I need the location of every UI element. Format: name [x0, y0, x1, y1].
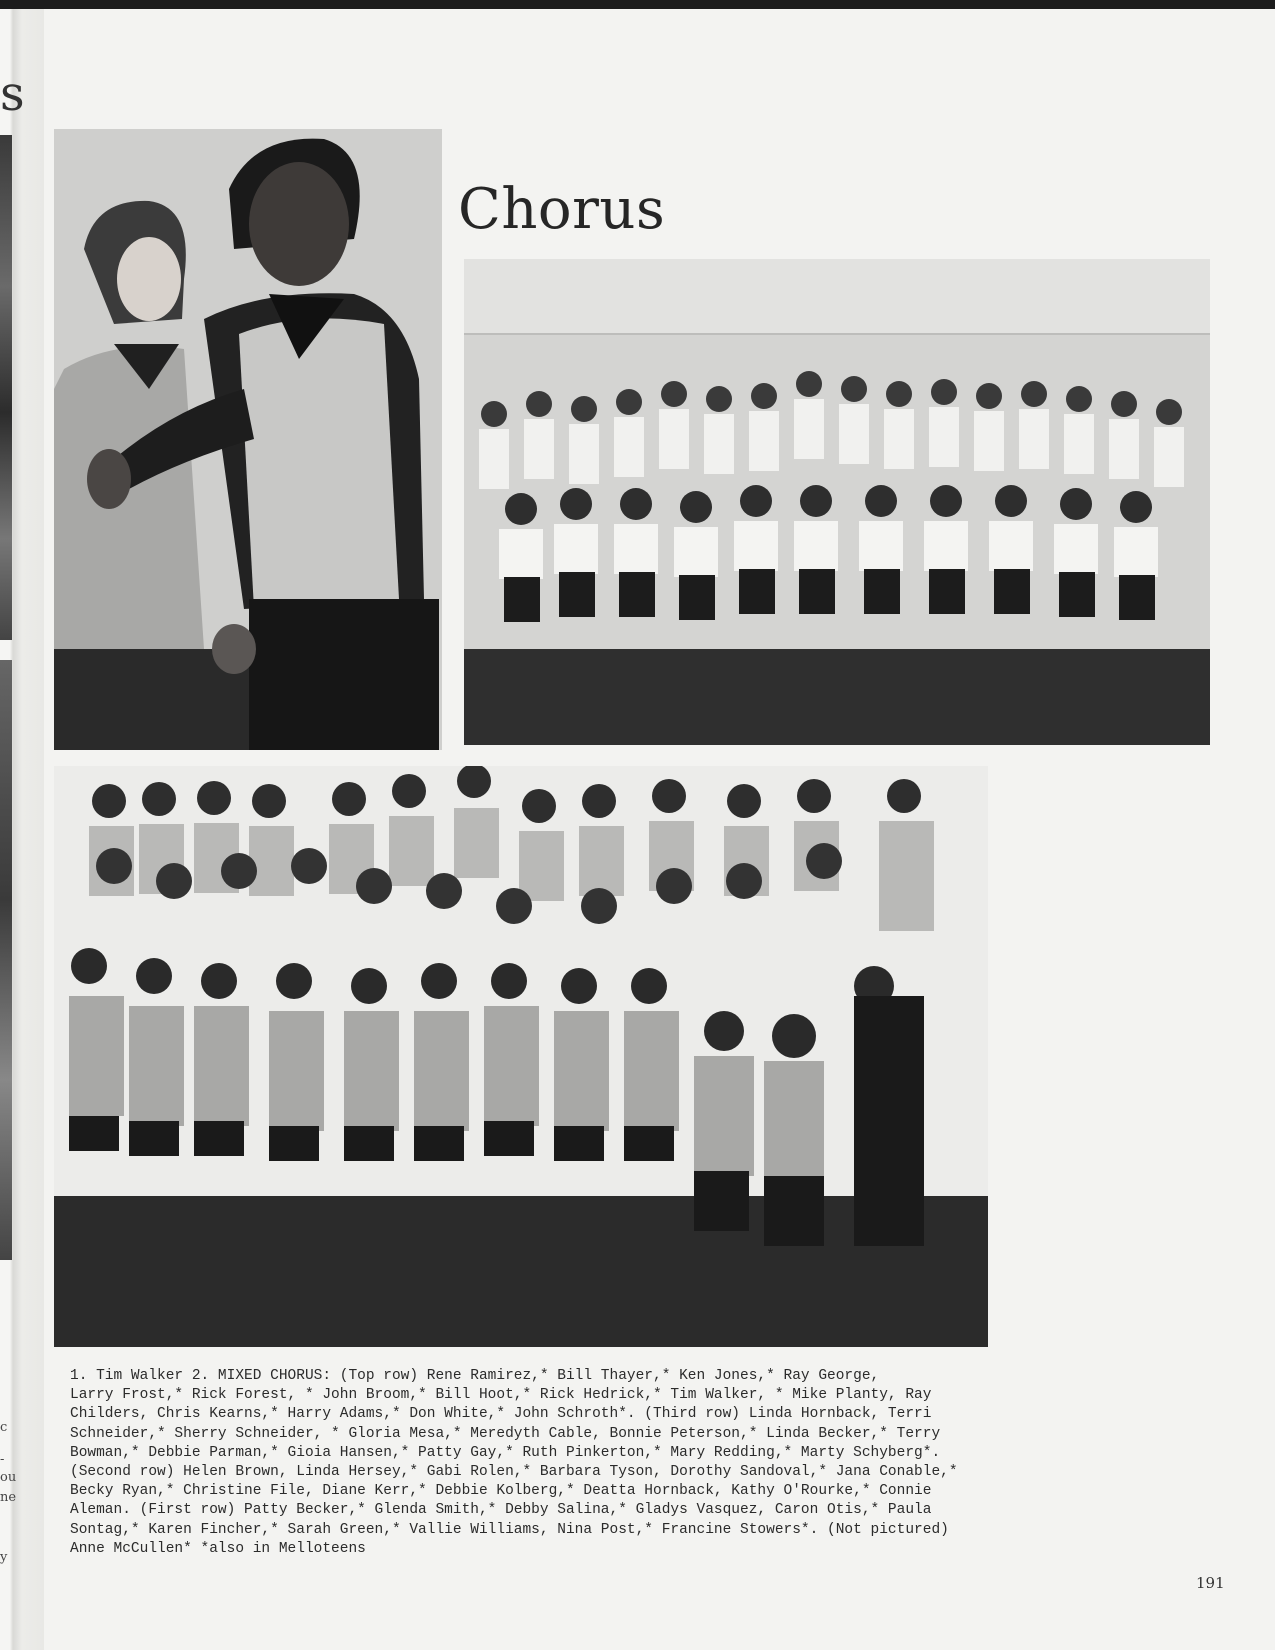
previous-page-heading-fragment: s	[0, 66, 25, 122]
portrait-photo-singers	[54, 129, 442, 750]
page-number: 191	[1196, 1574, 1225, 1592]
photo-caption: 1. Tim Walker 2. MIXED CHORUS: (Top row) Rene Ramirez,* Bill Thayer,* Ken Jones,* Ray George, Larry Frost,* Rick Forest, * John Broom,* Bill Hoot,* Rick Hedrick,* Tim Walker, * Mike Planty, Ray Childers, Chris Kearns,* Harry Adams,* Don White,* John Schroth*. (Third row) Linda Hornback, Terri Schneider,* Sherry Schneider, * Gloria Mesa,* Meredyth Cable, Bonnie Peterson,* Linda Becker,* Terry Bowman,* Debbie Parman,* Gioia Hansen,* Patty Gay,* Ruth Pinkerton,* Mary Redding,* Marty Schyberg*. (Second row) Helen Brown, Linda Hersey,* Gabi Rolen,* Barbara Tyson, Dorothy Sandoval,* Jana Conable,* Becky Ryan,* Christine File, Diane Kerr,* Debbie Kolberg,* Deatta Hornback, Kathy O'Rourke,* Connie Aleman. (First row) Patty Becker,* Glenda Smith,* Debby Salina,* Gladys Vasquez, Caron Otis,* Paula Sontag,* Karen Fincher,* Sarah Green,* Vallie Williams, Nina Post,* Francine Stowers*. (Not pictured) Anne McCullen* *also in Melloteens	[70, 1368, 958, 1557]
previous-page-photo-edge	[0, 135, 12, 640]
previous-page-text-fragment: -	[0, 1452, 5, 1467]
previous-page-text-fragment: y	[0, 1550, 8, 1565]
previous-page-text-fragment: ou	[0, 1470, 17, 1485]
previous-page-text-fragment: c	[0, 1420, 8, 1435]
previous-page-text-fragment: ne	[0, 1490, 17, 1505]
previous-page-photo-edge	[0, 660, 12, 1260]
stage-group-photo	[464, 259, 1210, 745]
page-title: Chorus	[458, 177, 666, 242]
top-border	[0, 0, 1275, 9]
mixed-chorus-group-photo	[54, 766, 988, 1347]
